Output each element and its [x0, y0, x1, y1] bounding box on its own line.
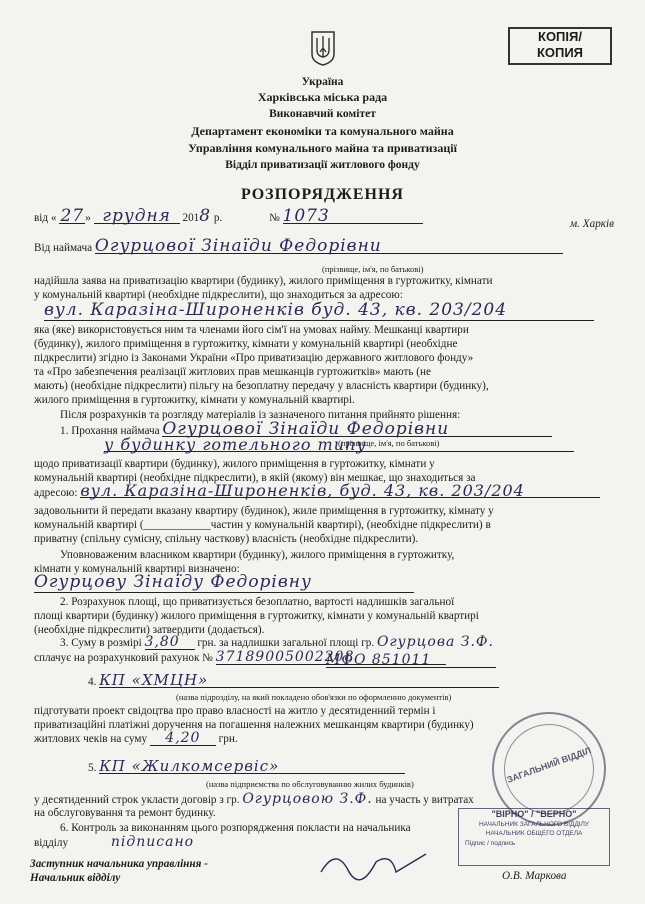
date-year-suffix: р. — [213, 212, 223, 224]
p1-line2: у комунальній квартирі (необхідне підкреслити), що знаходиться за адресою: — [34, 289, 403, 301]
signature-name: О.В. Маркова — [502, 870, 567, 882]
address2-label: адресою: — [34, 487, 78, 499]
verno-stamp-line2: НАЧАЛЬНИК ЗАГАЛЬНОГО ВІДДІЛУ — [478, 821, 590, 828]
header-country: Україна — [301, 76, 344, 88]
item2-line2: площі квартири (будинку) жилого приміщення в гуртожитку, кімнати у комунальній квартирі — [34, 610, 479, 622]
item3-mfo: МФО 851011 — [326, 654, 496, 668]
page-title: РОЗПОРЯДЖЕННЯ — [241, 186, 404, 203]
date-day: 27 — [60, 206, 85, 226]
handwritten-signature — [316, 842, 436, 882]
item5-hint: (назва підприємства по обслуговуванню жилих будинків) — [206, 779, 414, 789]
item3-text3: сплачує на розрахунковий рахунок № — [34, 652, 213, 664]
after-calc-text: Після розрахунків та розгляду матеріалів із зазначеного питання прийнято рішення: — [60, 409, 461, 421]
city: м. Харків — [570, 218, 614, 230]
tenant-label: Від наймача — [34, 242, 93, 254]
date-row: від « 27» грудня 2018 р. № 1073 м. Харків — [34, 206, 614, 230]
number-label: № — [269, 212, 280, 224]
header-council: Харківська міська рада — [257, 90, 388, 104]
item5-org: КП «Жилкомсервіс» — [99, 760, 405, 774]
item3-amount: 3,80 — [145, 636, 195, 650]
checks-sum: 4,20 — [150, 732, 216, 746]
p2-line5: мають) (необхідне підкреслити) пільгу на безоплатну передачу у власність квартири (будинку), — [34, 380, 489, 392]
checks-text1: житлових чеків на суму — [34, 733, 148, 745]
p2-line6: жилого приміщення в гуртожитку, кімнати у комунальній квартирі. — [34, 394, 355, 406]
item6-text1: 6. Контроль за виконанням цього розпорядження покласти на начальника — [60, 822, 411, 834]
p6-row — [34, 793, 474, 807]
trident-emblem-icon — [309, 30, 337, 66]
date-year-digit: 8 — [199, 206, 212, 226]
header-section: Відділ приватизації житлового фонду — [225, 159, 420, 171]
item3-person: Огурцова З.Ф. — [376, 634, 495, 650]
item4-row — [88, 671, 499, 689]
p4-line2: комунальній квартирі (____________частин у комунальній квартирі), (необхідне підкреслити) в — [34, 519, 491, 531]
p2-line4: та «Про забезпечення реалізації житлових прав мешканців гуртожитків» мають (не — [34, 366, 431, 378]
item1-name: Огурцової Зінаїди Федорівни — [162, 423, 552, 437]
checks-text2: грн. — [218, 733, 238, 745]
verno-stamp-line4: Підпис / подпись — [465, 840, 516, 847]
p1-line1: надійшла заява на приватизацію квартири (будинку), жилого приміщення в гуртожитку, кімнати — [34, 275, 493, 287]
verno-stamp — [458, 808, 610, 866]
verno-stamp-line1: "ВІРНО" / "ВЕРНО" — [491, 809, 577, 819]
item4-org: КП «ХМЦН» — [99, 674, 499, 688]
owner-name: Огурцову Зінаїду Федорівну — [34, 572, 414, 593]
item5-label: 5. — [88, 762, 97, 774]
item3-text1: 3. Суму в розмірі — [60, 637, 142, 649]
item3-row — [60, 636, 494, 650]
tenant-hint: (прізвище, ім'я, по батькові) — [322, 264, 424, 274]
tenant-row — [34, 236, 563, 256]
item6-row2 — [34, 836, 194, 850]
p3-line2: комунальній квартирі (необхідне підкреслити), в якій (якому) він мешкає, що знаходиться за — [34, 472, 476, 484]
p5-line2: приватизаційні платіжні доручення на погашення належних мешканцям квартири (будинку) — [34, 719, 474, 731]
p2-line2: (будинку), жилого приміщення в гуртожитку, кімнати у комунальній квартирі (необхідне — [34, 338, 458, 350]
address2-row — [34, 481, 600, 500]
p5-line1: підготувати проект свідоцтва про право власності на житло у десятиденний термін і — [34, 705, 436, 717]
owner-line1: Уповноваженим власником квартири (будинку), жилого приміщення в гуртожитку, — [60, 549, 455, 561]
item1-hint: (прізвище, ім'я, по батькові) — [338, 438, 440, 448]
item4-hint: (назва підрозділу, на який покладено обов'язки по оформленню документів) — [176, 692, 452, 702]
header-department: Департамент економіки та комунального майна — [191, 124, 454, 138]
p6-text2: на участь у витратах — [375, 794, 474, 806]
item6-handwritten: підписано — [110, 834, 195, 850]
address2-handwritten: вул. Каразіна-Широненків, буд. 43, кв. 203/204 — [80, 484, 600, 498]
p6-text1: у десятиденний строк укласти договір з гр. — [34, 794, 240, 806]
signature-role2: Начальник відділу — [30, 872, 121, 884]
item6-text2: відділу — [34, 837, 69, 849]
p6-person: Огурцовою З.Ф. — [242, 791, 373, 807]
item2-line1: 2. Розрахунок площі, що приватизується безоплатно, вартості надлишків загальної — [60, 596, 455, 608]
order-number: 1073 — [283, 210, 423, 224]
item1-label: 1. Прохання наймача — [60, 425, 160, 437]
date-from-label: від « — [34, 212, 57, 224]
header-office: Управління комунального майна та приватизації — [188, 141, 457, 155]
item3-account: 37189005002208 — [216, 651, 446, 665]
header-committee: Виконавчий комітет — [269, 108, 376, 120]
owner-line2: кімнати у комунальній квартирі визначено: — [34, 563, 240, 575]
p2-line3: підкреслити) згідно із Законами України «Про приватизацію державного житлового фонду» — [34, 352, 474, 364]
p2-line1: яка (яке) використовується ним та членами його сім'ї на умовах найму. Мешканці квартири — [34, 324, 469, 336]
item1-type: у будинку готельного типу — [104, 438, 574, 452]
copy-stamp-line1: КОПІЯ/ — [538, 29, 582, 44]
copy-stamp-line2: КОПИЯ — [536, 45, 584, 60]
verno-stamp-line3: НАЧАЛЬНИК ОБЩЕГО ОТДЕЛА — [485, 830, 583, 837]
item4-label: 4. — [88, 676, 97, 688]
signature-role1: Заступник начальника управління - — [30, 858, 208, 870]
p3-line1: щодо приватизації квартири (будинку), жилого приміщення в гуртожитку, кімнати у — [34, 458, 435, 470]
p4-line1: задовольнити й передати вказану квартиру (будинок), жиле приміщення в гуртожитку, кімнату у — [34, 505, 494, 517]
item5-row — [88, 757, 405, 775]
date-month: грудня — [94, 210, 180, 224]
date-year-prefix: 201 — [182, 212, 200, 224]
p6-text3: на обслуговування та ремонт будинку. — [34, 807, 216, 819]
address-handwritten: вул. Каразіна-Широненків буд. 43, кв. 203/204 — [44, 300, 594, 321]
item3-text2: грн. за надлишки загальної площі гр. — [197, 637, 375, 649]
tenant-name: Огурцової Зінаїди Федорівни — [95, 240, 563, 254]
p4-line3: приватну (спільну сумісну, спільну часткову) власність (необхідне підкреслити). — [34, 533, 419, 545]
copy-stamp — [508, 27, 612, 65]
item2-line3: (необхідне підкреслити) затвердити (додається). — [34, 624, 265, 636]
checks-row — [34, 732, 238, 746]
round-stamp-text: ЗАГАЛЬНИЙ ВІДДІЛ — [505, 745, 593, 785]
